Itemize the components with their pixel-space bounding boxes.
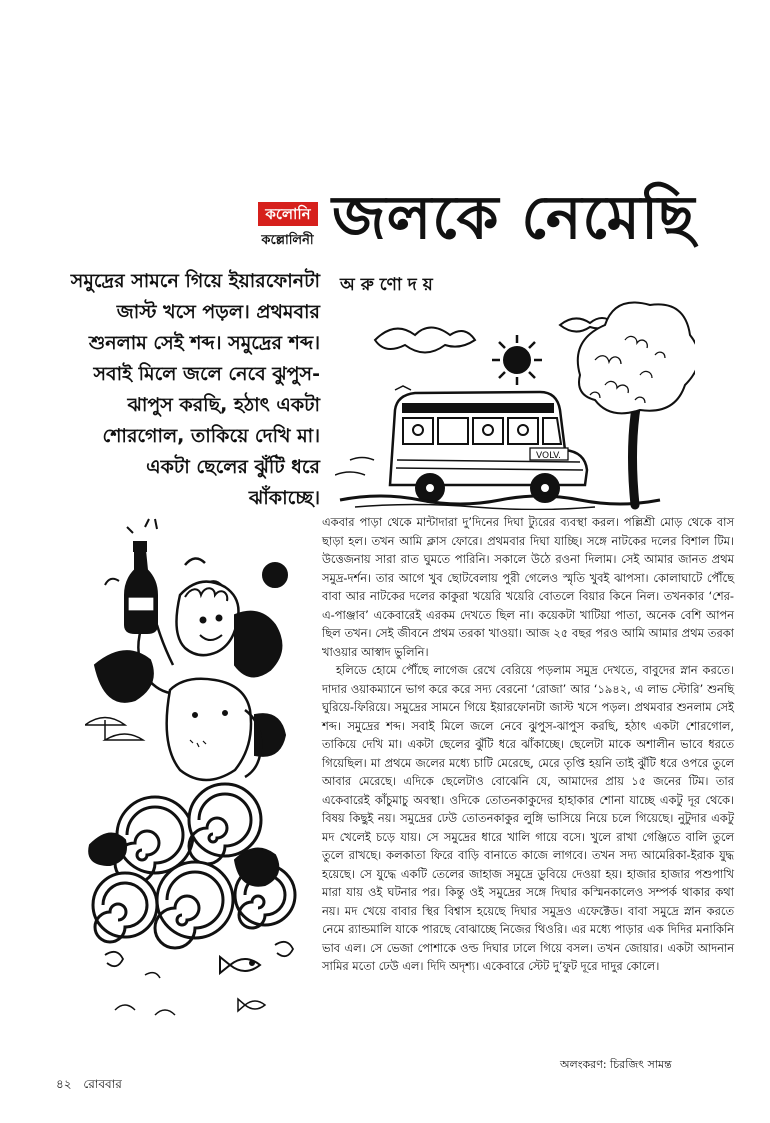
article-title: জলকে নেমেছি <box>332 183 696 253</box>
bus-plate-text: VOLV. <box>536 451 561 461</box>
body-paragraph: একবার পাড়া থেকে মান্টাদারা দু’দিনের দিঘা ট্যুরের ব্যবস্থা করল। পল্লিশ্রী মোড় থেকে বাস ছাড়া হল। তখন আমি ক্লাস ফোরে। প্রথমবার দিঘা যাচ্ছি। সঙ্গে নাটকের দলের বিশাল টিম। উত্তেজনায় সারা রাত ঘুমতে পারিনি। সকালে উঠে রওনা দিলাম। সেই আমার জানত প্রথম সমুদ্র-দর্শন। তার আগে খুব ছোটবেলায় পুরী গেলেও স্মৃতি খুবই ঝাপসা। কোলাঘাটে পৌঁছে বাবা আর নাটকের দলের কাকুরা খয়েরি খয়েরি বোতলে বিয়ার কিনে নিল। তখনকার ‘শের-এ-পাঞ্জাব’ একেবারেই এরকম দেখতে ছিল না। কয়েকটা খাটিয়া পাতা, অনেক বেশি আপন ছিল তখন। সেই জীবনে প্রথম তরকা খাওয়া। আজ ২৫ বছর পরও আমি আমার প্রথম তরকা খাওয়ার আস্বাদ ভুলিনি। <box>322 515 734 659</box>
beach-figure-illustration-icon <box>85 515 310 1030</box>
illustration-credit: অলংকরণ: চিরজিৎ সামন্ত <box>560 1058 672 1071</box>
section-tag: কলোনি <box>258 202 318 226</box>
page-folio <box>56 1076 130 1096</box>
author-byline: অরুণোদয় <box>340 275 439 295</box>
page-number: ৪২ <box>56 1077 72 1091</box>
publication-name: রোববার <box>83 1077 122 1091</box>
bus-illustration-icon <box>335 300 695 510</box>
section-subtag: কল্লোলিনী <box>261 233 314 248</box>
article-body <box>322 513 734 976</box>
pull-quote: সমুদ্রের সামনে গিয়ে ইয়ারফোনটা জাস্ট খসে পড়ল। প্রথমবার শুনলাম সেই শব্দ। সমুদ্রের শব্দ। সবাই মিলে জলে নেবে ঝুপুস-ঝাপুস করছি, হঠাৎ একটা শোরগোল, তাকিয়ে দেখি মা। একটা ছেলের ঝুঁটি ধরে ঝাঁকাচ্ছে। <box>70 270 320 509</box>
body-paragraph: হলিডে হোমে পৌঁছে লাগেজ রেখে বেরিয়ে পড়লাম সমুদ্র দেখতে, বাবুদের স্নান করতে। দাদার ওয়াকম্যানে ভাগ করে করে সদ্য বেরনো ‘রোজা’ আর ‘১৯৪২, এ লাভ স্টোরি’ শুনছি ঘুরিয়ে-ফিরিয়ে। সমুদ্রের সামনে গিয়ে ইয়ারফোনটা জাস্ট খসে পড়ল। প্রথমবার শুনলাম সেই শব্দ। সমুদ্রের শব্দ। সবাই মিলে জলে নেবে ঝুপুস-ঝাপুস করছি, হঠাৎ একটা শোরগোল, তাকিয়ে দেখি মা। একটা ছেলের ঝুঁটি ধরে ঝাঁকাচ্ছে। ছেলেটা মাকে অশালীন ভাবে ধরতে গিয়েছিল। মা প্রথমে জলের মধ্যে চাটি মেরেছে, মেরে তৃপ্তি হয়নি তাই ঝুঁটি ধরে ওপরে তুলে আবার মেরেছে। এদিকে ছেলেটাও বোঝেনি যে, আমাদের প্রায় ১৫ জনের টিম। তার একেবারেই কাঁচুমাচু অবস্থা। ওদিকে তোতনকাকুদের হাহাকার শোনা যাচ্ছে একটু দূর থেকে। বিষয় কিছুই নয়। সমুদ্রের ঢেউ তোতনকাকুর লুঙ্গি ভাসিয়ে নিয়ে চলে গিয়েছে। নুটুদার একটু মদ খেলেই চড়ে যায়। সে সমুদ্রের ধারে খালি গায়ে বসে। খুলে রাখা গেঞ্জিতে বালি তুলে তুলে রাখছে। কলকাতা ফিরে বাড়ি বানাতে কাজে লাগবে। তখন সদ্য আমেরিকা-ইরাক যুদ্ধ হয়েছে। সে যুদ্ধে একটি তেলের জাহাজ সমুদ্রে ডুবিয়ে দেওয়া হয়। হাজার হাজার পশুপাখি মারা যায় ওই ঘটনার পর। কিন্তু ওই সমুদ্রের সঙ্গে দিঘার কস্মিনকালেও সম্পর্ক থাকার কথা নয়। মদ খেয়ে বাবার স্থির বিশ্বাস হয়েছে দিঘার সমুদ্রও এফেক্টেড। বাবা সমুদ্রে স্নান করতে নেমে র‍্যান্ডমালি যাকে পারছে বোঝাচ্ছে নিজের থিওরি। এর মধ্যে পাড়ার এক দিদির মনাকিনি ভাব এল। সে ভেজা পোশাকে ওল্ড দিঘার ঢালে গিয়ে বসল। তখন জোয়ার। একটা আদনান সামির মতো ঢেউ এল। দিদি অদৃশ্য। একেবারে স্টেট দু’ফুট দূরে দাদুর কোলে। <box>322 663 734 973</box>
